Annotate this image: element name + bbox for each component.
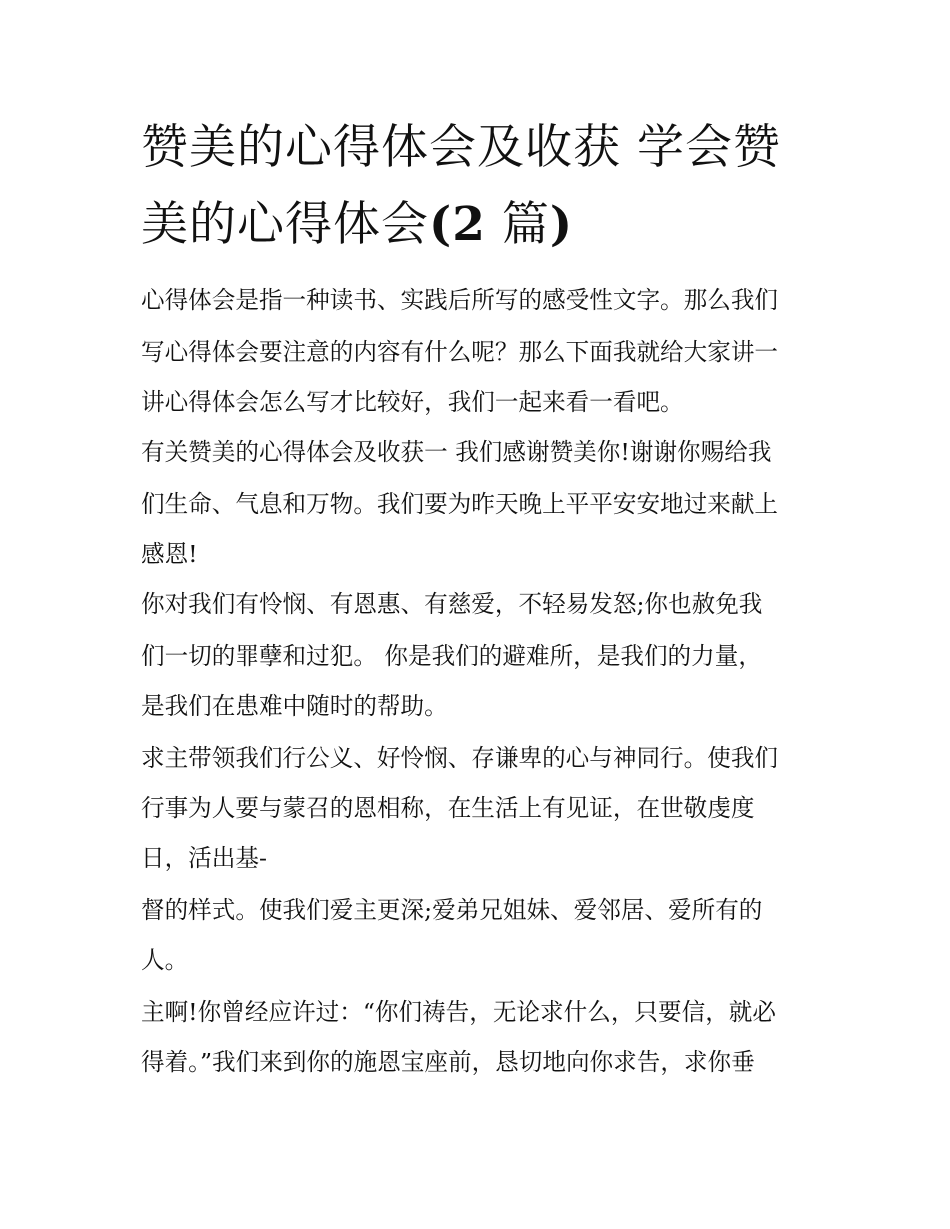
body-line: 们生命、气息和万物。我们要为昨天晚上平平安安地过来献上: [141, 490, 779, 518]
body-line: 讲心得体会怎么写才比较好，我们一起来看一看吧。: [141, 388, 684, 416]
title-line-2-text: 美的心得体会: [141, 197, 429, 252]
title-line-1: 赞美的心得体会及收获 学会赞: [141, 120, 781, 175]
body-line: 心得体会是指一种读书、实践后所写的感受性文字。那么我们: [141, 286, 779, 314]
title-line-2-suffix: 篇: [485, 197, 550, 252]
body-line: 求主带领我们行公义、好怜悯、存谦卑的心与神同行。使我们: [141, 744, 779, 772]
body-line: 有关赞美的心得体会及收获一 我们感谢赞美你!谢谢你赐给我: [141, 438, 772, 466]
body-line: 督的样式。使我们爱主更深;爱弟兄姐妹、爱邻居、爱所有的: [141, 896, 763, 924]
body-line: 人。: [141, 946, 189, 974]
title-line-2-number: (2: [429, 197, 486, 252]
body-line: 主啊!你曾经应许过：“你们祷告，无论求什么，只要信，就必: [141, 998, 776, 1026]
title-line-2: [141, 196, 573, 254]
body-line: 是我们在患难中随时的帮助。: [141, 692, 448, 720]
body-line: 们一切的罪孽和过犯。 你是我们的避难所，是我们的力量，: [141, 642, 762, 670]
body-line: 写心得体会要注意的内容有什么呢？那么下面我就给大家讲一: [141, 338, 779, 366]
body-line: 得着。”我们来到你的施恩宝座前，恳切地向你求告，求你垂: [141, 1048, 755, 1076]
body-line: 行事为人要与蒙召的恩相称，在生活上有见证，在世敬虔度: [141, 794, 755, 822]
body-line: 日，活出基-: [141, 844, 267, 872]
title-line-2-close: ): [549, 197, 574, 252]
body-line: 感恩!: [141, 540, 198, 568]
body-line: 你对我们有怜悯、有恩惠、有慈爱，不轻易发怒;你也赦免我: [141, 590, 763, 618]
